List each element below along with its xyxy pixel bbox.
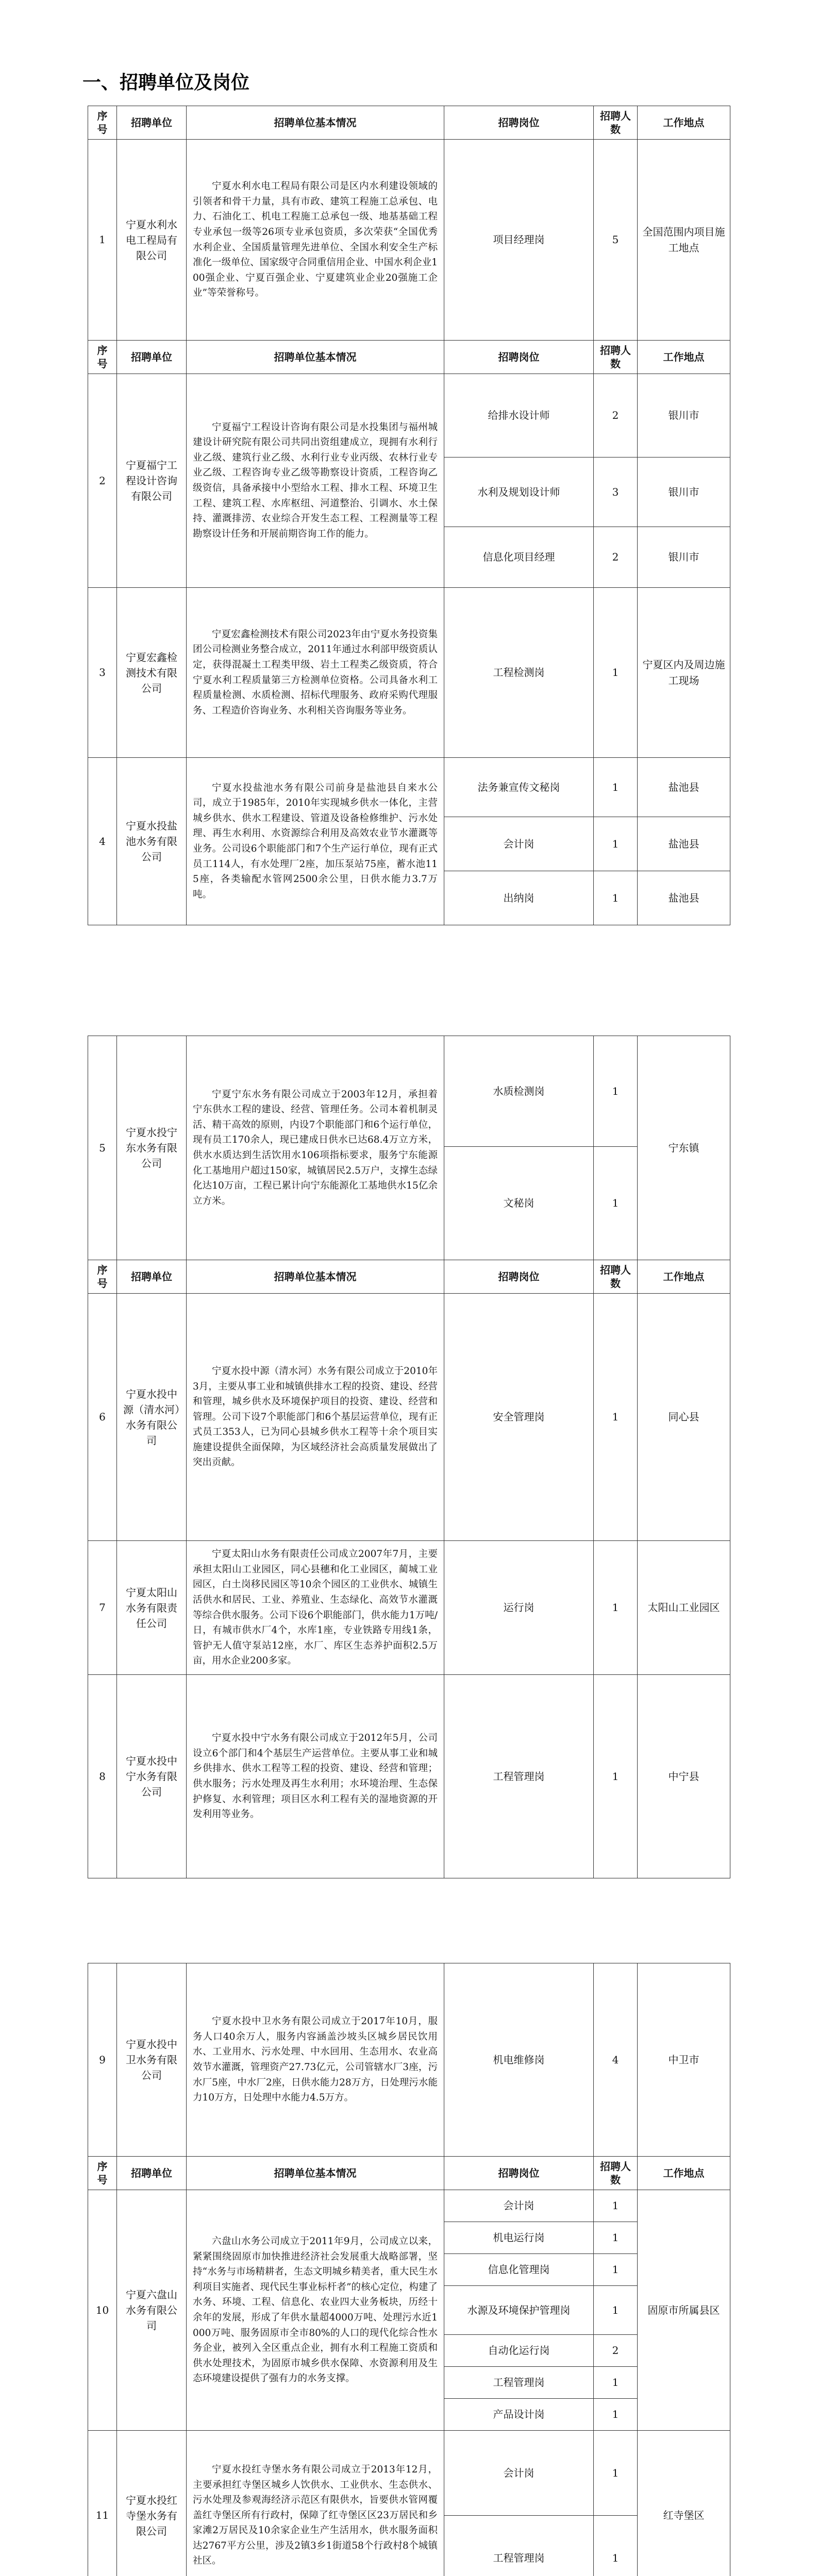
post-location: 宁东镇 — [638, 1036, 730, 1260]
table-row — [88, 1675, 730, 1878]
table-row — [88, 588, 730, 758]
post-name: 会计岗 — [444, 2431, 594, 2516]
header-seq: 序号 — [88, 2157, 117, 2190]
post-location: 银川市 — [638, 457, 730, 527]
post-name: 出纳岗 — [444, 871, 594, 925]
header-unit: 招聘单位 — [117, 2157, 187, 2190]
post-name: 自动化运行岗 — [444, 2335, 594, 2367]
header-info: 招聘单位基本情况 — [187, 2157, 444, 2190]
unit-info: 宁夏水利水电工程局有限公司是区内水利建设领域的引领者和骨干力量，具有市政、建筑工程施工总承包、电力、石油化工、机电工程施工总承包一级、地基基础工程专业承包一级等26项专业承包资质，多次荣获“全国优秀水利企业、全国质量管理先进单位、全国水利安全生产标准化一级单位、国家级守合同重信用企业、中国水利企业100强企业、宁夏百强企业、宁夏建筑业企业20强施工企业”等荣誉称号。 — [187, 140, 444, 341]
header-count: 招聘人数 — [594, 106, 638, 140]
unit-name: 宁夏水投中源（清水河）水务有限公司 — [117, 1294, 187, 1541]
post-name: 信息化项目经理 — [444, 527, 594, 588]
unit-info: 六盘山水务公司成立于2011年9月，公司成立以来，紧紧围绕固原市加快推进经济社会发展重大战略部署，坚持“水务与市场精耕者，生态文明城乡精美者，重大民生水利项目实施者、现代民生事业标杆者”的核心定位，构建了水务、环境、工程、信息化、农业四大业务板块，历经十余年的发展，形成了年供水量超4000万吨、处理污水近1000万吨、服务固原市全市80%的人口的现代化综合性水务企业，被列入全区重点企业，拥有水利工程施工资质和供水处理技术，为固原市城乡供水保障、水资源利用及生态环境建设提供了强有力的水务支撑。 — [187, 2190, 444, 2431]
unit-info: 宁夏水投盐池水务有限公司前身是盐池县自来水公司，成立于1985年，2010年实现城乡供水一体化，主营城乡供水、供水工程建设、管道及设备检修维护、污水处理、再生水利用、水资源综合利用及高效农业节水灌溉等业务。公司设6个职能部门和7个生产运行单位，现有正式员工114人，有水处理厂2座，加压泵站75座，蓄水池115座，各类输配水管网2500余公里，日供水能力3.7万吨。 — [187, 758, 444, 925]
post-location: 中卫市 — [638, 1963, 730, 2157]
post-count: 1 — [594, 2431, 638, 2516]
post-count: 1 — [594, 1147, 638, 1260]
table-header — [88, 1260, 730, 1294]
unit-no: 11 — [88, 2431, 117, 2576]
unit-no: 3 — [88, 588, 117, 758]
post-count: 1 — [594, 2286, 638, 2335]
post-location: 红寺堡区 — [638, 2431, 730, 2576]
post-count: 1 — [594, 817, 638, 871]
table-header — [88, 106, 730, 140]
unit-no: 4 — [88, 758, 117, 925]
post-name: 机电运行岗 — [444, 2222, 594, 2254]
header-location: 工作地点 — [638, 1260, 730, 1294]
unit-name: 宁夏水投盐池水务有限公司 — [117, 758, 187, 925]
unit-info: 宁夏水投中源（清水河）水务有限公司成立于2010年3月，主要从事工业和城镇供排水工程的投资、建设、经营和管理，城乡供水及环境保护项目的投资、建设、经营和管理。公司下设7个职能部门和6个基层运营单位，现有正式员工353人，已为同心县城乡供水工程等十余个项目实施建设提供全面保障，为区域经济社会高质量发展做出了突出贡献。 — [187, 1294, 444, 1541]
jobs-table-1 — [88, 106, 730, 925]
unit-name: 宁夏太阳山水务有限责任公司 — [117, 1541, 187, 1675]
table-row — [88, 1963, 730, 2157]
section-title: 一、招聘单位及岗位 — [82, 72, 250, 93]
unit-info: 宁夏宏鑫检测技术有限公司2023年由宁夏水务投资集团公司检测业务整合成立，2011年通过水利部甲级资质认定，获得混凝土工程类甲级、岩土工程类乙级资质，符合宁夏水利工程质量第三方检测单位资格。公司具备水利工程质量检测、水质检测、招标代理服务、政府采购代理服务、工程造价咨询业务、水利相关咨询服务等业务。 — [187, 588, 444, 758]
unit-name: 宁夏水投中卫水务有限公司 — [117, 1963, 187, 2157]
post-count: 2 — [594, 2335, 638, 2367]
unit-info: 宁夏水投中卫水务有限公司成立于2017年10月，服务人口40余万人，服务内容涵盖沙坡头区城乡居民饮用水、工业用水、污水处理、中水回用、生态用水、农业高效节水灌溉，管理资产27.73亿元，公司管辖水厂3座，污水厂5座，中水厂2座，日供水能力28万方，日处理污水能力10万方，日处理中水能力4.5万方。 — [187, 1963, 444, 2157]
post-name: 运行岗 — [444, 1541, 594, 1675]
unit-info: 宁夏宁东水务有限公司成立于2003年12月，承担着宁东供水工程的建设、经营、管理任务。公司本着机制灵活、精干高效的原则，内设7个职能部门和6个运行单位，现有员工170余人，现已建成日供水已达68.4万立方米，供水水质达到生活饮用水106项指标要求，服务宁东能源化工基地用户超过150家，城镇居民2.5万户，支撑生态绿化达10万亩，工程已累计向宁东能源化工基地供水15亿余立方米。 — [187, 1036, 444, 1260]
unit-no: 10 — [88, 2190, 117, 2431]
post-count: 1 — [594, 758, 638, 817]
post-name: 水质检测岗 — [444, 1036, 594, 1147]
unit-no: 8 — [88, 1675, 117, 1878]
post-count: 5 — [594, 140, 638, 341]
unit-no: 5 — [88, 1036, 117, 1260]
post-location: 太阳山工业园区 — [638, 1541, 730, 1675]
jobs-table-3 — [88, 1963, 730, 2576]
post-count: 1 — [594, 2190, 638, 2222]
post-location: 银川市 — [638, 374, 730, 457]
post-name: 项目经理岗 — [444, 140, 594, 341]
unit-no: 9 — [88, 1963, 117, 2157]
header-count: 招聘人数 — [594, 2157, 638, 2190]
post-name: 工程管理岗 — [444, 1675, 594, 1878]
post-name: 文秘岗 — [444, 1147, 594, 1260]
header-location: 工作地点 — [638, 106, 730, 140]
unit-info: 宁夏水投中宁水务有限公司成立于2012年5月，公司设立6个部门和4个基层生产运营单位。主要从事工业和城乡供排水、供水工程等工程的投资、建设、经营和管理；供水服务；污水处理及再生水利用；水环境治理、生态保护修复、水利管理；项目区水利工程有关的湿地资源的开发利用等业务。 — [187, 1675, 444, 1878]
post-location: 固原市所属县区 — [638, 2190, 730, 2431]
post-count: 2 — [594, 374, 638, 457]
post-name: 会计岗 — [444, 817, 594, 871]
post-count: 3 — [594, 457, 638, 527]
post-name: 工程管理岗 — [444, 2367, 594, 2399]
post-count: 4 — [594, 1963, 638, 2157]
unit-name: 宁夏水利水电工程局有限公司 — [117, 140, 187, 341]
header-post: 招聘岗位 — [444, 1260, 594, 1294]
post-name: 水利及规划设计师 — [444, 457, 594, 527]
unit-no: 7 — [88, 1541, 117, 1675]
unit-name: 宁夏水投红寺堡水务有限公司 — [117, 2431, 187, 2576]
post-count: 1 — [594, 871, 638, 925]
header-post: 招聘岗位 — [444, 106, 594, 140]
unit-info: 宁夏太阳山水务有限责任公司成立2007年7月，主要承担太阳山工业园区，同心县穗和化工业园区，蔺城工业园区，白土岗移民园区等10余个园区的工业供水、城镇生活供水和居民、工业、养殖业、生态绿化、高效节水灌溉等综合供水服务。公司下设6个职能部门，供水能力1万吨/日，有城市供水厂4个，水库1座，专业铁路专用线1条，管护无人值守泵站12座，水厂、库区生态养护面积2.5万亩，用水企业200多家。 — [187, 1541, 444, 1675]
post-count: 1 — [594, 1294, 638, 1541]
header-post: 招聘岗位 — [444, 341, 594, 374]
table-row — [88, 1541, 730, 1675]
post-name: 会计岗 — [444, 2190, 594, 2222]
table-row — [88, 758, 730, 817]
header-unit: 招聘单位 — [117, 341, 187, 374]
header-unit: 招聘单位 — [117, 1260, 187, 1294]
unit-name: 宁夏水投宁东水务有限公司 — [117, 1036, 187, 1260]
post-location: 同心县 — [638, 1294, 730, 1541]
post-location: 中宁县 — [638, 1675, 730, 1878]
header-seq: 序号 — [88, 1260, 117, 1294]
post-count: 1 — [594, 1036, 638, 1147]
unit-info: 宁夏水投红寺堡水务有限公司成立于2013年12月，主要承担红寺堡区城乡人饮供水、工业供水、生态供水、污水处理及参观海经济示范区有限供水，旨要供水管网覆盖红寺堡区所有行政村，保障了红寺堡区区23万居民和乡家滩2万居民及10余家企业生产生活用水，供水服务面积达2767平方公里，涉及2镇3乡1街道58个行政村8个城镇社区。 — [187, 2431, 444, 2576]
post-count: 1 — [594, 2399, 638, 2431]
post-location: 盐池县 — [638, 758, 730, 817]
post-count: 2 — [594, 527, 638, 588]
post-count: 1 — [594, 2367, 638, 2399]
jobs-table-2 — [88, 1036, 730, 1878]
table-header — [88, 2157, 730, 2190]
post-location: 宁夏区内及周边施工现场 — [638, 588, 730, 758]
header-post: 招聘岗位 — [444, 2157, 594, 2190]
table-row — [88, 374, 730, 457]
unit-info: 宁夏福宁工程设计咨询有限公司是水投集团与福州城建设计研究院有限公司共同出资组建成立，现拥有水利行业乙级、建筑行业乙级、水利行业专业丙级、农林行业专业乙级、工程咨询专业乙级等勘察设计资质，工程咨询乙级资信，具备承接中小型给水工程、排水工程、环境卫生工程、建筑工程、水库枢纽、河道整治、引调水、水土保持、灌溉排涝、农业综合开发生态工程、工程测量等工程勘察设计任务和开展前期咨询工作的能力。 — [187, 374, 444, 588]
post-location: 盐池县 — [638, 817, 730, 871]
post-name: 水源及环境保护管理岗 — [444, 2286, 594, 2335]
post-location: 盐池县 — [638, 871, 730, 925]
header-info: 招聘单位基本情况 — [187, 106, 444, 140]
post-name: 信息化管理岗 — [444, 2254, 594, 2286]
post-name: 安全管理岗 — [444, 1294, 594, 1541]
header-info: 招聘单位基本情况 — [187, 1260, 444, 1294]
table-row — [88, 2190, 730, 2222]
header-count: 招聘人数 — [594, 341, 638, 374]
post-count: 1 — [594, 2222, 638, 2254]
table-row — [88, 1036, 730, 1147]
post-count: 1 — [594, 1541, 638, 1675]
unit-name: 宁夏水投中宁水务有限公司 — [117, 1675, 187, 1878]
header-seq: 序号 — [88, 106, 117, 140]
post-count: 1 — [594, 588, 638, 758]
post-count: 1 — [594, 1675, 638, 1878]
unit-no: 6 — [88, 1294, 117, 1541]
header-location: 工作地点 — [638, 2157, 730, 2190]
post-name: 机电维修岗 — [444, 1963, 594, 2157]
post-location: 全国范围内项目施工地点 — [638, 140, 730, 341]
table-row — [88, 140, 730, 341]
post-count: 1 — [594, 2516, 638, 2576]
table-header — [88, 341, 730, 374]
unit-name: 宁夏六盘山水务有限公司 — [117, 2190, 187, 2431]
unit-no: 2 — [88, 374, 117, 588]
header-seq: 序号 — [88, 341, 117, 374]
post-count: 1 — [594, 2254, 638, 2286]
post-name: 产品设计岗 — [444, 2399, 594, 2431]
unit-no: 1 — [88, 140, 117, 341]
unit-name: 宁夏宏鑫检测技术有限公司 — [117, 588, 187, 758]
header-info: 招聘单位基本情况 — [187, 341, 444, 374]
header-location: 工作地点 — [638, 341, 730, 374]
table-row — [88, 2431, 730, 2516]
header-unit: 招聘单位 — [117, 106, 187, 140]
post-name: 法务兼宣传文秘岗 — [444, 758, 594, 817]
header-count: 招聘人数 — [594, 1260, 638, 1294]
post-name: 给排水设计师 — [444, 374, 594, 457]
post-location: 银川市 — [638, 527, 730, 588]
post-name: 工程检测岗 — [444, 588, 594, 758]
post-name: 工程管理岗 — [444, 2516, 594, 2576]
unit-name: 宁夏福宁工程设计咨询有限公司 — [117, 374, 187, 588]
table-row — [88, 1294, 730, 1541]
